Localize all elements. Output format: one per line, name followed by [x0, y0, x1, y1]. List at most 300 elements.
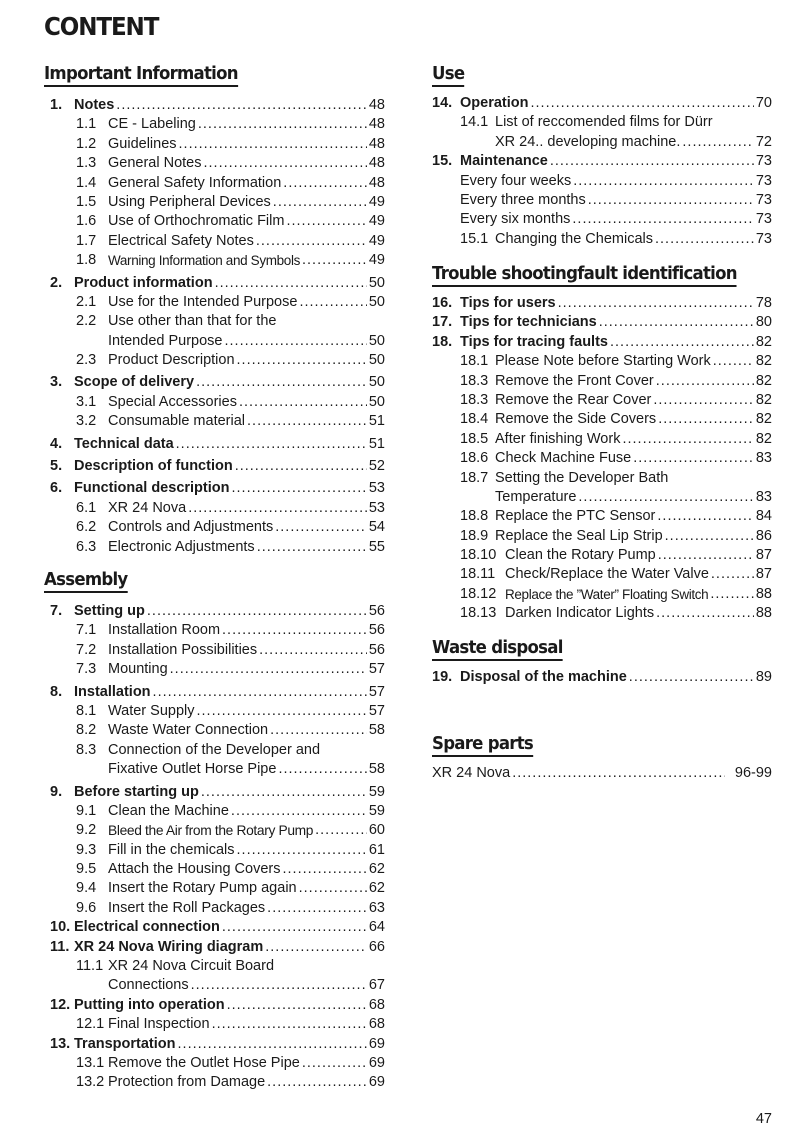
toc-entry[interactable] [432, 172, 772, 191]
toc-entry[interactable] [50, 996, 385, 1015]
toc-entry-continuation[interactable] [50, 332, 385, 351]
toc-number: 7.2 [76, 641, 97, 658]
toc-number: 13. [50, 1035, 71, 1052]
toc-page: 50 [368, 374, 385, 391]
toc-entry[interactable] [50, 274, 385, 293]
toc-label: Controls and Adjustments [108, 519, 274, 536]
toc-page: 50 [368, 352, 385, 369]
toc-page: 70 [755, 94, 772, 111]
leader-dots [578, 488, 753, 507]
toc-label: Replace the Seal Lip Strip [495, 527, 663, 544]
toc-page: 62 [368, 861, 385, 878]
toc-entry[interactable] [432, 230, 772, 249]
toc-number: 18.11 [460, 566, 496, 583]
toc-label: Electronic Adjustments [108, 538, 255, 555]
toc-number: 2.2 [76, 313, 97, 330]
toc-page: 50 [368, 293, 385, 310]
leader-dots [656, 372, 754, 391]
toc-entry[interactable] [50, 154, 385, 173]
toc-entry[interactable] [432, 113, 772, 132]
toc-entry[interactable] [50, 479, 385, 498]
toc-label: Electrical Safety Notes [108, 232, 254, 249]
toc-entry[interactable] [432, 449, 772, 468]
toc-page: 59 [368, 802, 385, 819]
toc-label: Notes [74, 96, 115, 113]
toc-label: CE - Labeling [108, 116, 196, 133]
toc-label: Clean the Machine [108, 802, 229, 819]
leader-dots [188, 499, 367, 518]
leader-dots [622, 430, 753, 449]
toc-entry[interactable] [50, 499, 385, 518]
toc-page: 50 [368, 332, 385, 349]
toc-number: 12. [50, 996, 71, 1013]
toc-page: 73 [755, 230, 772, 247]
toc-label: Technical data [74, 435, 174, 452]
toc-page: 86 [755, 527, 772, 544]
toc-number: 18.1 [460, 353, 489, 370]
toc-label: After finishing Work [495, 430, 621, 447]
toc-entry[interactable] [50, 802, 385, 821]
toc-entry[interactable] [432, 352, 772, 371]
leader-dots [656, 604, 754, 623]
leader-dots [315, 821, 367, 840]
toc-page: 55 [368, 538, 385, 555]
leader-dots [179, 135, 367, 154]
toc-page: 83 [755, 450, 772, 467]
leader-dots [170, 660, 367, 679]
leader-dots [299, 293, 366, 312]
leader-dots [530, 94, 753, 113]
toc-number: 14. [432, 94, 453, 111]
leader-dots [222, 621, 367, 640]
toc-label: Intended Purpose [108, 332, 223, 349]
toc-page: 50 [368, 393, 385, 410]
toc-label: Every four weeks [460, 172, 572, 189]
toc-number: 1.3 [76, 155, 97, 172]
leader-dots [629, 668, 754, 687]
leader-dots [286, 212, 366, 231]
leader-dots [713, 352, 754, 371]
toc-label: Insert the Roll Packages [108, 899, 266, 916]
toc-page: 67 [368, 977, 385, 994]
leader-dots [201, 783, 367, 802]
leader-dots [267, 1073, 367, 1092]
toc-label: Check Machine Fuse [495, 450, 632, 467]
toc-number: 13.1 [76, 1054, 105, 1071]
toc-list-assembly [50, 602, 385, 1093]
toc-entry[interactable] [50, 135, 385, 154]
section-heading-waste-disposal: Waste disposal [432, 637, 563, 661]
toc-number: 4. [50, 435, 63, 452]
leader-dots [653, 391, 754, 410]
toc-number: 18. [432, 333, 453, 350]
toc-label: Product information [74, 274, 213, 291]
toc-number: 18.4 [460, 411, 489, 428]
toc-label: Installation [74, 683, 151, 700]
toc-label: Before starting up [74, 783, 199, 800]
toc-label: Bleed the Air from the Rotary Pump [108, 823, 314, 839]
toc-number: 9.1 [76, 802, 97, 819]
toc-entry[interactable] [50, 174, 385, 193]
toc-entry[interactable] [432, 546, 772, 565]
leader-dots [196, 373, 367, 392]
toc-page: 48 [368, 174, 385, 191]
leader-dots [198, 115, 367, 134]
toc-label: Operation [460, 94, 529, 111]
toc-label: Insert the Rotary Pump again [108, 880, 297, 897]
toc-entry[interactable] [432, 333, 772, 352]
leader-dots [212, 1015, 367, 1034]
toc-number: 3. [50, 374, 63, 391]
toc-entry[interactable] [50, 841, 385, 860]
toc-number: 1.8 [76, 252, 97, 269]
toc-page: 63 [368, 899, 385, 916]
toc-label: Guidelines [108, 135, 177, 152]
toc-page: 80 [755, 314, 772, 331]
toc-number: 19. [432, 668, 453, 685]
leader-dots [283, 174, 367, 193]
toc-list-trouble-shooting [432, 294, 772, 624]
toc-number: 14.1 [460, 114, 489, 131]
toc-entry[interactable] [50, 373, 385, 392]
toc-entry[interactable] [50, 860, 385, 879]
toc-number: 18.9 [460, 527, 489, 544]
toc-number: 2.3 [76, 352, 97, 369]
toc-number: 9.2 [76, 822, 97, 839]
toc-entry[interactable] [50, 1054, 385, 1073]
toc-number: 2. [50, 274, 63, 291]
toc-number: 15. [432, 153, 453, 170]
toc-entry[interactable] [50, 96, 385, 115]
toc-entry[interactable] [50, 351, 385, 370]
toc-label: Disposal of the machine [460, 668, 627, 685]
toc-entry[interactable] [50, 312, 385, 331]
toc-label: Transportation [74, 1035, 176, 1052]
page-number: 47 [755, 1111, 772, 1127]
leader-dots [665, 527, 754, 546]
toc-number: 6.2 [76, 519, 97, 536]
toc-label: Using Peripheral Devices [108, 193, 271, 210]
toc-page: 57 [368, 683, 385, 700]
toc-number: 5. [50, 458, 63, 475]
toc-entry[interactable] [50, 1015, 385, 1034]
toc-label: Tips for tracing faults [460, 333, 608, 350]
toc-entry[interactable] [432, 469, 772, 488]
toc-entry[interactable] [432, 391, 772, 410]
toc-page: 78 [755, 294, 772, 311]
toc-entry[interactable] [50, 741, 385, 760]
toc-page: 69 [368, 1035, 385, 1052]
leader-dots [657, 507, 753, 526]
toc-entry[interactable] [50, 232, 385, 251]
leader-dots [231, 802, 367, 821]
toc-entry[interactable] [432, 152, 772, 171]
toc-label: Use for the Intended Purpose [108, 293, 298, 310]
leader-dots [231, 479, 366, 498]
leader-dots [275, 518, 367, 537]
toc-page: 88 [755, 605, 772, 622]
toc-page: 82 [755, 411, 772, 428]
toc-label: Tips for users [460, 294, 556, 311]
toc-page: 87 [755, 566, 772, 583]
toc-number: 15.1 [460, 230, 489, 247]
toc-label: Fill in the chemicals [108, 841, 235, 858]
toc-page: 82 [755, 372, 772, 389]
toc-number: 8. [50, 683, 63, 700]
toc-label: Installation Possibilities [108, 641, 258, 658]
toc-number: 1.6 [76, 213, 97, 230]
toc-entry[interactable] [50, 457, 385, 476]
toc-label: Consumable material [108, 413, 246, 430]
toc-number: 18.6 [460, 450, 489, 467]
toc-label: Description of function [74, 458, 233, 475]
toc-entry[interactable] [50, 702, 385, 721]
toc-entry[interactable] [432, 527, 772, 546]
toc-page: 73 [755, 211, 772, 228]
toc-entry[interactable] [50, 683, 385, 702]
toc-entry[interactable] [50, 621, 385, 640]
section-heading-use: Use [432, 63, 464, 87]
toc-page: 83 [755, 488, 772, 505]
toc-label: Use other than that for the [108, 313, 277, 330]
toc-page: 66 [368, 938, 385, 955]
toc-number: 17. [432, 314, 453, 331]
toc-label: XR 24 Nova [432, 764, 511, 781]
leader-dots [599, 313, 754, 332]
leader-dots [550, 152, 754, 171]
toc-page: 68 [368, 996, 385, 1013]
leader-dots [558, 294, 754, 313]
toc-entry[interactable] [50, 660, 385, 679]
toc-page: 73 [755, 153, 772, 170]
toc-page: 57 [368, 702, 385, 719]
toc-entry[interactable] [432, 191, 772, 210]
toc-page: 54 [368, 519, 385, 536]
toc-number: 11. [50, 938, 70, 955]
toc-entry[interactable] [50, 393, 385, 412]
toc-page: 82 [755, 353, 772, 370]
toc-label: General Safety Information [108, 174, 282, 191]
toc-label: Warning Information and Symbols [108, 253, 300, 269]
toc-page: 88 [755, 585, 772, 602]
toc-label: Protection from Damage [108, 1074, 266, 1091]
toc-entry[interactable] [432, 210, 772, 229]
toc-entry[interactable] [432, 294, 772, 313]
leader-dots [178, 1035, 367, 1054]
toc-number: 3.2 [76, 413, 97, 430]
toc-number: 11.1 [76, 958, 104, 975]
toc-label: Please Note before Starting Work [495, 353, 711, 370]
toc-entry[interactable] [432, 585, 772, 604]
leader-dots [153, 683, 367, 702]
toc-label: Changing the Chemicals [495, 230, 653, 247]
toc-number: 8.2 [76, 722, 97, 739]
toc-label: Connection of the Developer and [108, 741, 321, 758]
leader-dots [222, 918, 367, 937]
toc-number: 9.5 [76, 861, 97, 878]
toc-page: 84 [755, 508, 772, 525]
toc-number: 1.2 [76, 135, 97, 152]
toc-number: 6.1 [76, 499, 97, 516]
toc-page: 82 [755, 430, 772, 447]
toc-number: 8.3 [76, 741, 97, 758]
leader-dots [711, 565, 754, 584]
leader-dots [299, 879, 367, 898]
toc-page: 60 [368, 822, 385, 839]
toc-entry[interactable] [50, 1035, 385, 1054]
leader-dots [259, 641, 367, 660]
toc-entry[interactable] [50, 899, 385, 918]
toc-page: 48 [368, 135, 385, 152]
toc-page: 51 [368, 413, 385, 430]
toc-label: XR 24.. developing machine. [495, 133, 681, 150]
leader-dots [224, 332, 366, 351]
toc-label: List of reccomended films for Dürr [495, 114, 713, 131]
section-heading-important-information: Important Information [44, 63, 238, 87]
leader-dots [282, 860, 366, 879]
leader-dots [237, 841, 367, 860]
toc-entry[interactable] [432, 313, 772, 332]
toc-entry[interactable] [50, 193, 385, 212]
toc-page: 73 [755, 191, 772, 208]
toc-entry[interactable] [50, 602, 385, 621]
toc-entry[interactable] [432, 507, 772, 526]
leader-dots [655, 230, 754, 249]
toc-entry[interactable] [432, 410, 772, 429]
leader-dots [302, 251, 367, 270]
toc-number: 16. [432, 294, 453, 311]
toc-entry[interactable] [432, 764, 772, 783]
toc-entry[interactable] [432, 565, 772, 584]
leader-dots [247, 412, 367, 431]
leader-dots [176, 435, 367, 454]
toc-entry[interactable] [432, 430, 772, 449]
toc-page: 68 [368, 1016, 385, 1033]
toc-number: 1. [50, 96, 63, 113]
toc-page: 62 [368, 880, 385, 897]
leader-dots [235, 457, 367, 476]
leader-dots [197, 702, 367, 721]
toc-number: 9.3 [76, 841, 97, 858]
toc-entry[interactable] [50, 641, 385, 660]
toc-label: Check/Replace the Water Valve [505, 566, 709, 583]
toc-entry[interactable] [50, 1073, 385, 1092]
leader-dots [512, 764, 725, 783]
toc-number: 1.4 [76, 174, 97, 191]
toc-page: 64 [368, 919, 385, 936]
toc-number: 9.6 [76, 899, 97, 916]
toc-list-spare-parts [432, 764, 772, 783]
toc-label: Setting the Developer Bath [495, 469, 669, 486]
leader-dots [227, 996, 367, 1015]
section-heading-spare-parts: Spare parts [432, 733, 533, 757]
toc-label: Remove the Rear Cover [495, 391, 652, 408]
leader-dots [147, 602, 367, 621]
toc-entry-continuation[interactable] [432, 133, 772, 152]
toc-label: Water Supply [108, 702, 195, 719]
toc-number: 18.10 [460, 547, 497, 564]
toc-label: Final Inspection [108, 1016, 210, 1033]
toc-page: 56 [368, 602, 385, 619]
toc-entry[interactable] [50, 115, 385, 134]
toc-number: 1.1 [76, 116, 97, 133]
toc-entry[interactable] [50, 538, 385, 557]
toc-number: 3.1 [76, 393, 97, 410]
toc-page: 48 [368, 155, 385, 172]
leader-dots [278, 760, 366, 779]
toc-page: 69 [368, 1054, 385, 1071]
toc-entry[interactable] [50, 518, 385, 537]
toc-page: 51 [368, 435, 385, 452]
toc-entry[interactable] [50, 435, 385, 454]
toc-entry[interactable] [432, 668, 772, 687]
toc-number: 7.3 [76, 661, 97, 678]
toc-number: 1.7 [76, 232, 97, 249]
toc-number: 6. [50, 480, 63, 497]
toc-number: 18.3 [460, 372, 489, 389]
toc-number: 18.7 [460, 469, 489, 486]
toc-entry[interactable] [432, 372, 772, 391]
toc-entry[interactable] [50, 721, 385, 740]
leader-dots [633, 449, 754, 468]
toc-number: 2.1 [76, 293, 97, 310]
toc-page: 56 [368, 641, 385, 658]
toc-number: 6.3 [76, 538, 97, 555]
toc-entry[interactable] [50, 212, 385, 231]
leader-dots [215, 274, 367, 293]
toc-entry-continuation[interactable] [50, 976, 385, 995]
leader-dots [682, 133, 753, 152]
toc-entry[interactable] [50, 412, 385, 431]
toc-page: 96-99 [734, 764, 772, 781]
toc-label: Special Accessories [108, 393, 237, 410]
toc-entry[interactable] [50, 251, 385, 270]
toc-entry-continuation[interactable] [50, 760, 385, 779]
toc-label: Remove the Front Cover [495, 372, 654, 389]
toc-label: Tips for technicians [460, 314, 597, 331]
leader-dots [710, 585, 754, 604]
toc-page: 49 [368, 193, 385, 210]
leader-dots [270, 721, 367, 740]
toc-page: 69 [368, 1074, 385, 1091]
toc-entry[interactable] [50, 293, 385, 312]
toc-entry[interactable] [50, 957, 385, 976]
toc-label: Connections [108, 977, 189, 994]
toc-label: Installation Room [108, 622, 221, 639]
toc-page: 58 [368, 722, 385, 739]
toc-label: Darken Indicator Lights [505, 605, 655, 622]
toc-number: 7.1 [76, 622, 97, 639]
leader-dots [257, 538, 367, 557]
toc-entry[interactable] [50, 938, 385, 957]
leader-dots [302, 1054, 367, 1073]
toc-label: Functional description [74, 480, 230, 497]
toc-label: Replace the ”Water” Floating Switch [505, 586, 709, 602]
toc-entry[interactable] [50, 783, 385, 802]
toc-number: 8.1 [76, 702, 97, 719]
leader-dots [265, 938, 367, 957]
toc-entry-continuation[interactable] [432, 488, 772, 507]
toc-entry[interactable] [50, 879, 385, 898]
toc-entry[interactable] [432, 604, 772, 623]
toc-list-use [432, 94, 772, 249]
toc-page: 82 [755, 333, 772, 350]
toc-number: 9. [50, 783, 63, 800]
toc-entry[interactable] [50, 821, 385, 840]
toc-label: Replace the PTC Sensor [495, 508, 656, 525]
toc-entry[interactable] [432, 94, 772, 113]
toc-entry[interactable] [50, 918, 385, 937]
